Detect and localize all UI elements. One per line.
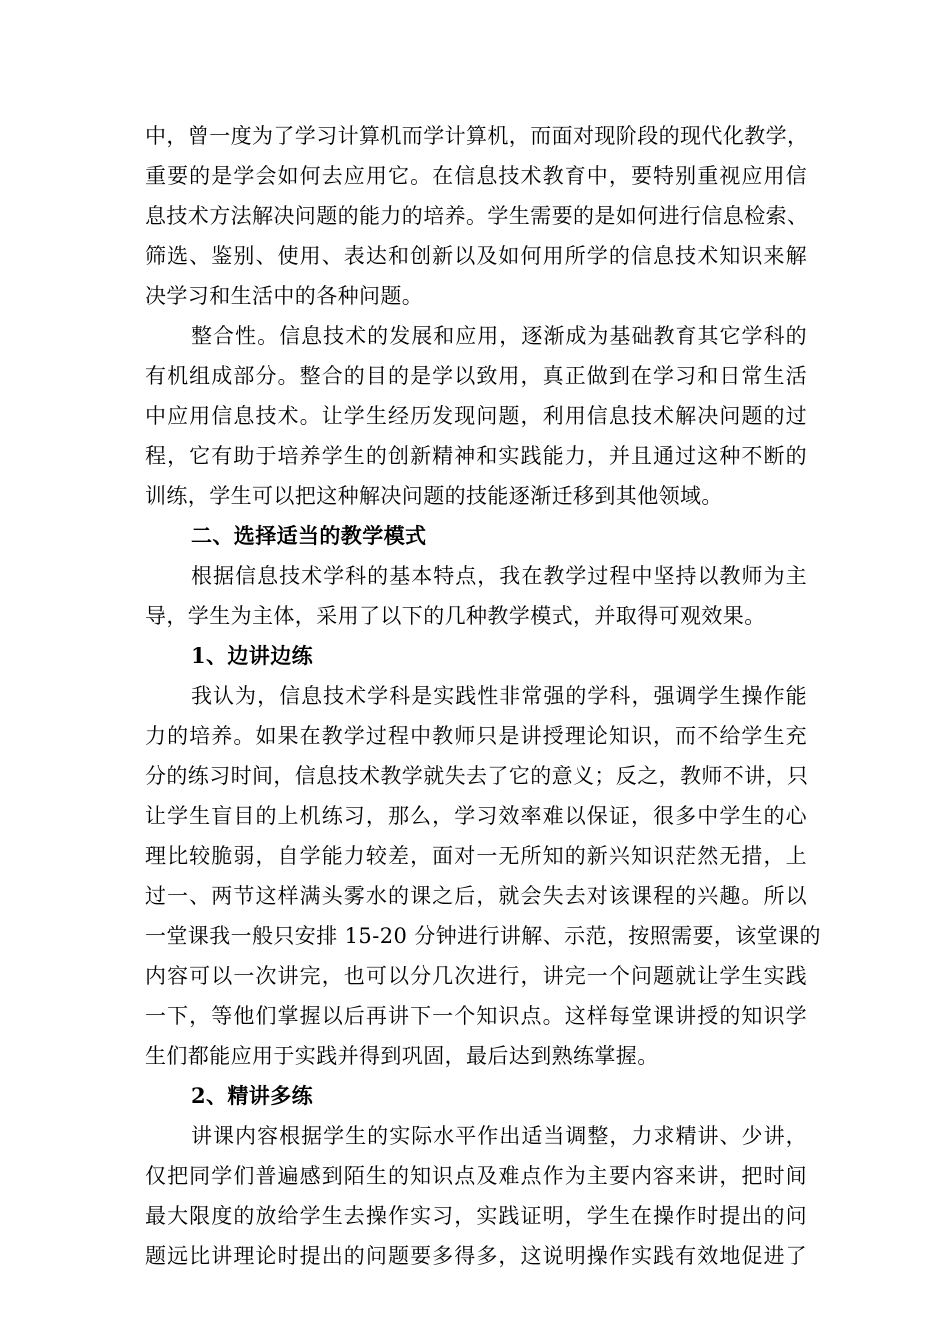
text-line: 内容可以一次讲完，也可以分几次进行，讲完一个问题就让学生实践: [145, 964, 807, 988]
document-page: [145, 116, 821, 1276]
text-line: 中应用信息技术。让学生经历发现问题，利用信息技术解决问题的过: [145, 404, 807, 428]
text-line: 力的培养。如果在教学过程中教师只是讲授理论知识，而不给学生充: [145, 724, 807, 748]
text-line: 生们都能应用于实践并得到巩固，最后达到熟练掌握。: [145, 1044, 659, 1068]
text-line: 仅把同学们普遍感到陌生的知识点及难点作为主要内容来讲，把时间: [145, 1164, 807, 1188]
paragraph: [145, 116, 807, 316]
text-line: 理比较脆弱，自学能力较差，面对一无所知的新兴知识茫然无措，上: [145, 844, 807, 868]
text-line: 分的练习时间，信息技术教学就失去了它的意义；反之，教师不讲，只: [145, 764, 809, 788]
text-line: 中，曾一度为了学习计算机而学计算机，而面对现阶段的现代化教学，: [145, 124, 809, 148]
text-line: 最大限度的放给学生去操作实习，实践证明，学生在操作时提出的问: [145, 1204, 807, 1228]
text-line: 整合性。信息技术的发展和应用，逐渐成为基础教育其它学科的: [191, 324, 807, 348]
text-line: 一下，等他们掌握以后再讲下一个知识点。这样每堂课讲授的知识学: [145, 1004, 807, 1028]
heading-text: 1、边讲边练: [191, 643, 314, 668]
text-line: 我认为，信息技术学科是实践性非常强的学科，强调学生操作能: [191, 684, 807, 708]
text-line: 程，它有助于培养学生的创新精神和实践能力，并且通过这种不断的: [145, 444, 807, 468]
subsection-heading: [145, 1076, 807, 1116]
text-line: 让学生盲目的上机练习，那么，学习效率难以保证，很多中学生的心: [145, 804, 807, 828]
text-line: 决学习和生活中的各种问题。: [145, 284, 424, 308]
text-line: 题远比讲理论时提出的问题要多得多，这说明操作实践有效地促进了: [145, 1244, 807, 1268]
text-line: 息技术方法解决问题的能力的培养。学生需要的是如何进行信息检索、: [145, 204, 809, 228]
text-line: 筛选、鉴别、使用、表达和创新以及如何用所学的信息技术知识来解: [145, 244, 807, 268]
text-line: 过一、两节这样满头雾水的课之后，就会失去对该课程的兴趣。所以: [145, 884, 807, 908]
heading-text: 2、精讲多练: [191, 1083, 314, 1108]
subsection-heading: [145, 636, 807, 676]
paragraph: [145, 1116, 807, 1276]
paragraph: [145, 316, 807, 516]
text-line: 训练，学生可以把这种解决问题的技能逐渐迁移到其他领域。: [145, 484, 723, 508]
text-line: 有机组成部分。整合的目的是学以致用，真正做到在学习和日常生活: [145, 364, 807, 388]
text-line: 重要的是学会如何去应用它。在信息技术教育中，要特别重视应用信: [145, 164, 807, 188]
paragraph: [145, 676, 821, 1076]
text-line: 根据信息技术学科的基本特点，我在教学过程中坚持以教师为主: [191, 564, 807, 588]
paragraph: [145, 556, 807, 636]
heading-text: 二、选择适当的教学模式: [191, 523, 427, 548]
text-line: 讲课内容根据学生的实际水平作出适当调整，力求精讲、少讲，: [191, 1124, 807, 1148]
section-heading: [145, 516, 807, 556]
text-line: 一堂课我一般只安排 15-20 分钟进行讲解、示范，按照需要，该堂课的: [145, 924, 821, 948]
text-line: 导，学生为主体，采用了以下的几种教学模式，并取得可观效果。: [145, 604, 766, 628]
